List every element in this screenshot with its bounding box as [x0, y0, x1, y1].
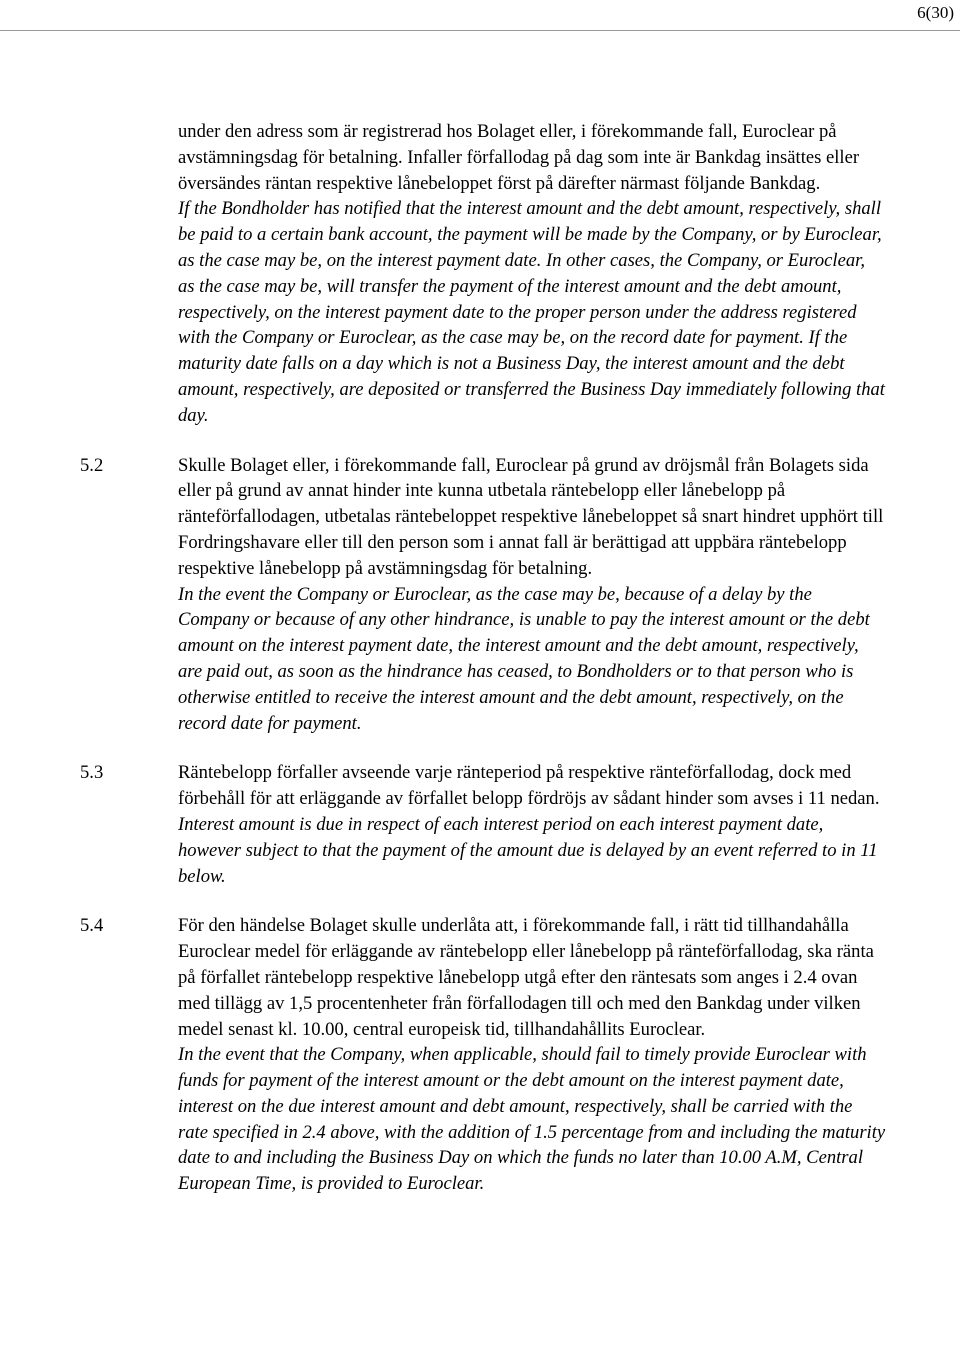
intro-paragraph — [0, 119, 960, 429]
section-5-2 — [0, 453, 960, 737]
english-text: Interest amount is due in respect of each interest period on each interest payment date, however subject to that the payment of the amount due is delayed by an event referred to in 11 below. — [178, 813, 878, 887]
section-5-3 — [0, 760, 960, 889]
swedish-text: under den adress som är registrerad hos Bolaget eller, i förekommande fall, Euroclear på avstämningsdag för betalning. Infaller förfallodag på dag som inte är Bankdag insättes eller översändes räntan respektive lånebeloppet först på därefter närmast följande Bankdag. — [178, 121, 860, 194]
english-text: In the event the Company or Euroclear, as the case may be, because of a delay by the Company or because of any other hindrance, is unable to pay the interest amount or the debt amount on the interest payment date, the interest amount and the debt amount, respectively, are paid out, as soon as the hindrance has ceased, to Bondholders or to that person who is otherwise entitled to receive the interest amount and the debt amount, respectively, on the record date for payment. — [178, 583, 870, 734]
swedish-text: Skulle Bolaget eller, i förekommande fall, Euroclear på grund av dröjsmål från Bolagets sida eller på grund av annat hinder inte kunna utbetala räntebelopp eller lånebelopp på ränteförfallodagen, utbetalas räntebeloppet respektive lånebeloppet så snart hindret upphört till Fordringshavare eller till den person som i annat fall är berättigad att uppbära räntebelopp respektive lånebelopp på avstämningsdag för betalning. — [178, 454, 884, 579]
english-text: In the event that the Company, when applicable, should fail to timely provide Euroclear with funds for payment of the interest amount or the debt amount on the interest payment date, interest on the due interest amount and debt amount, respectively, shall be carried with the rate specified in 2.4 above, with the addition of 1.5 percentage from and including the maturity date to and including the Business Day on which the funds no later than 10.00 A.M, Central European Time, is provided to Euroclear. — [178, 1044, 886, 1195]
header-divider — [0, 30, 960, 31]
document-body — [0, 119, 960, 1197]
section-number: 5.4 — [80, 915, 104, 937]
section-number: 5.3 — [80, 762, 104, 784]
page-number: 6(30) — [917, 3, 954, 22]
section-number: 5.2 — [80, 454, 104, 476]
section-5-4 — [0, 913, 960, 1197]
english-text: If the Bondholder has notified that the interest amount and the debt amount, respectively, shall be paid to a certain bank account, the payment will be made by the Company, or by Euroclear, as the case may be, on the interest payment date. In other cases, the Company, or Euroclear, as the case may be, will transfer the payment of the interest amount and the debt amount, respectively, on the interest payment date to the proper person under the address registered with the Company or Euroclear, as the case may be, on the record date for payment. If the maturity date falls on a day which is not a Business Day, the interest amount and the debt amount, respectively, are deposited or transferred the Business Day immediately following that day. — [178, 198, 885, 426]
swedish-text: För den händelse Bolaget skulle underlåta att, i förekommande fall, i rätt tid tillhandahålla Euroclear medel för erläggande av räntebelopp eller lånebelopp på ränteförfallodag, ska ränta på förfallet räntebelopp respektive lånebelopp utgå efter den räntesats som anges i 2.4 ovan med tillägg av 1,5 procentenheter från förfallodagen till och med den Bankdag under vilken medel senast kl. 10.00, central europeisk tid, tillhandahållits Euroclear. — [178, 915, 874, 1040]
swedish-text: Räntebelopp förfaller avseende varje ränteperiod på respektive ränteförfallodag, dock med förbehåll för att erläggande av förfallet belopp fördröjs av sådant hinder som avses i 11 nedan. — [178, 762, 880, 810]
